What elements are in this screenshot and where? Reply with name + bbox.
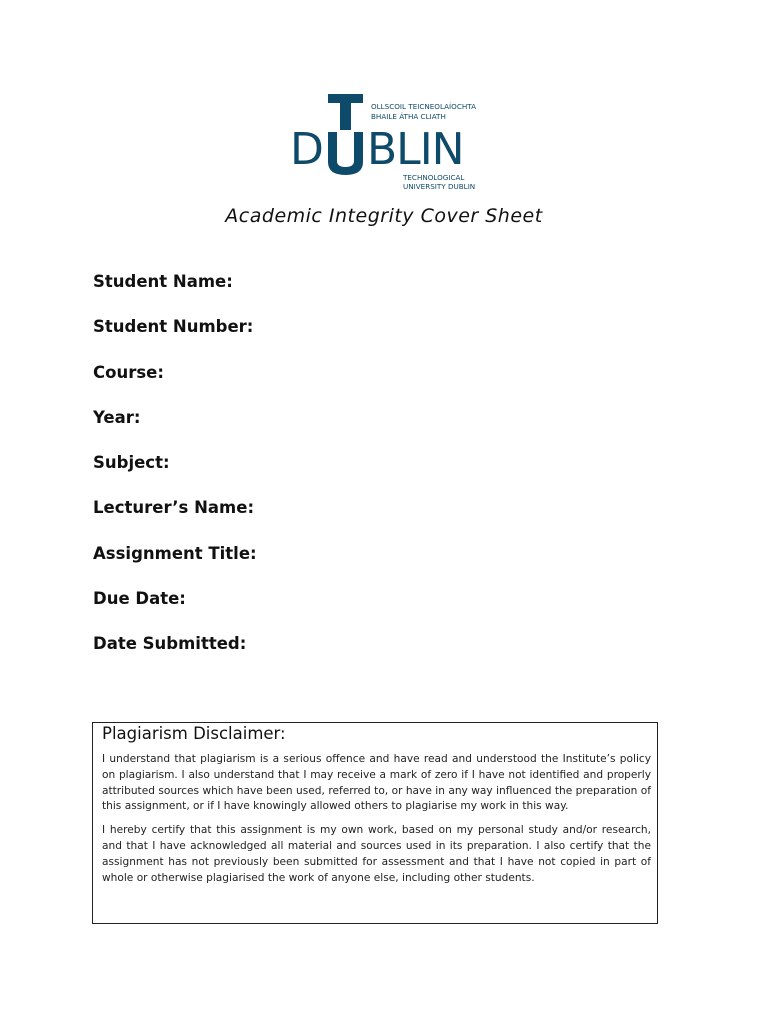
logo-irish-line-2: BHAILE ÁTHA CLIATH	[371, 112, 446, 121]
logo-letter-d: D	[290, 124, 324, 175]
tu-dublin-logo	[288, 92, 484, 192]
field-label-due-date: Due Date:	[93, 589, 186, 609]
field-label-student-name: Student Name:	[93, 272, 233, 291]
tu-dublin-logo-graphic	[288, 92, 484, 192]
field-label-student-number: Student Number:	[93, 317, 254, 337]
field-label-subject: Subject:	[93, 453, 170, 473]
page-title: Academic Integrity Cover Sheet	[225, 205, 543, 227]
field-label-assignment-title: Assignment Title:	[93, 543, 257, 563]
student-details-list	[93, 270, 257, 678]
field-label-year: Year:	[93, 407, 141, 427]
field-label-course: Course:	[93, 362, 164, 382]
logo-letters-blin: BLIN	[367, 124, 464, 175]
logo-english-line-1: TECHNOLOGICAL	[403, 173, 465, 182]
logo-t-stem	[340, 94, 351, 130]
disclaimer-paragraph-2: I hereby certify that this assignment is my own work, based on my personal study and/or research, and that I have acknowledged all material and sources used in its preparation. I also certify that the assignment has not previously been submitted for assessment and that I have not copied in part of whole or otherwise plagiarised the work of anyone else, including other students.	[102, 824, 651, 884]
plagiarism-disclaimer-box	[92, 722, 658, 924]
disclaimer-paragraph-1: I understand that plagiarism is a serious offence and have read and understood the Institute’s policy on plagiarism. I also understand that I may receive a mark of zero if I have not identified and properly attributed sources which have been used, referred to, or have in any way influenced the preparation of this assignment, or if I have knowingly allowed others to plagiarise my work in this way.	[102, 753, 651, 813]
disclaimer-heading: Plagiarism Disclaimer:	[102, 724, 286, 743]
logo-u-shape	[328, 132, 363, 175]
field-label-lecturer-name: Lecturer’s Name:	[93, 498, 255, 518]
logo-english-line-2: UNIVERSITY DUBLIN	[403, 182, 476, 191]
logo-irish-line-1: OLLSCOIL TEICNEOLAÍOCHTA	[371, 102, 476, 111]
field-label-date-submitted: Date Submitted:	[93, 634, 247, 654]
